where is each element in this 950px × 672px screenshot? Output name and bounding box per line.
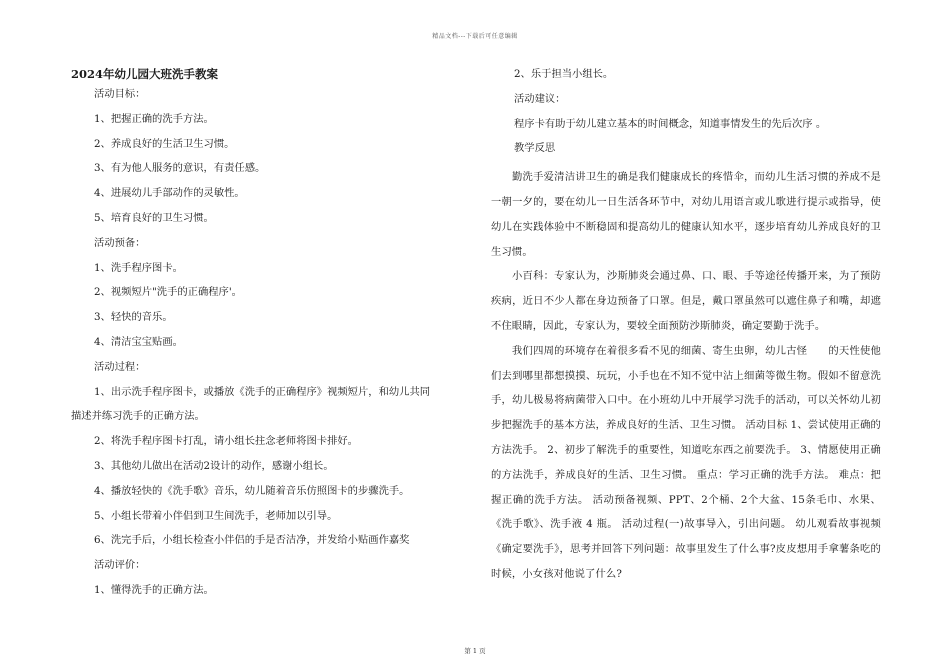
list-item: 2、乐于担当小组长。 [514, 68, 614, 80]
list-item: 4、播放轻快的《洗手歌》音乐，幼儿随着音乐仿照图卡的步骤洗手。 [94, 484, 410, 497]
list-item: 1、把握正确的洗手方法。 [94, 112, 214, 125]
list-item: 5、培育良好的卫生习惯。 [94, 211, 214, 224]
section-heading-reflection: 教学反思 [514, 142, 556, 155]
list-item: 3、有为他人服务的意识，有责任感。 [94, 162, 266, 175]
section-heading-suggestion: 活动建议： [514, 92, 566, 105]
list-item: 5、小组长带着小伴侣到卫生间洗手，老师加以引导。 [94, 509, 338, 522]
reflection-paragraph: 勤洗手爱清洁讲卫生的确是我们健康成长的疼惜伞，而幼儿生活习惯的养成不是一朝一夕的，要在幼儿一日生活各环节中，对幼儿用语言或儿歌进行提示或指导，使幼儿在实践体验中不断稳固和提高幼儿的健康认知水平，逐步培育幼儿养成良好的卫生习惯。 [491, 171, 881, 258]
list-item: 3、轻快的音乐。 [94, 311, 173, 324]
page-header: 精品文档---下载后可任意编辑 [432, 33, 518, 40]
list-item: 1、洗手程序图卡。 [94, 261, 183, 274]
list-item: 2、视频短片"洗手的正确程序'。 [94, 286, 242, 299]
list-item-continuation: 描述并练习洗手的正确方法。 [71, 410, 205, 423]
list-item: 2、养成良好的生活卫生习惯。 [94, 137, 235, 150]
section-heading-evaluation: 活动评价： [94, 559, 146, 572]
section-heading-goals: 活动目标： [94, 88, 146, 100]
suggestion-text: 程序卡有助于幼儿建立基本的时间概念，知道事情发生的先后次序 。 [514, 117, 827, 130]
section-heading-preparation: 活动预备： [94, 236, 146, 249]
list-item: 3、其他幼儿做出在活动2设计的动作，感谢小组长。 [94, 459, 334, 472]
list-item: 6、洗完手后，小组长检查小伴侣的手是否洁净，并发给小贴画作嘉奖 [94, 534, 410, 547]
right-column [491, 66, 881, 587]
lesson-plan-paragraph: 我们四周的环境存在着很多看不见的细菌、寄生虫卵，幼儿古怪 的天性使他们去到哪里都想摸摸、玩玩，小手也在不知不觉中沾上细菌等微生物。假如不留意洗手，幼儿极易将病菌带入口中。在小班幼儿中开展学习洗手的活动，可以关怀幼儿初步把握洗手的基本方法，养成良好的生活、卫生习惯。 活动目标 1、尝试使用正确的方法洗手。 2、初步了解洗手的重要性，知道吃东西之前要洗手。 3、情愿使用正确的方法洗手，养成良好的生活、卫生习惯。 重点：学习正确的洗手方法。 难点：把握正确的洗手方法。 活动预备视频、PPT、2个桶、2个大盆、15条毛巾、水果、《洗手歌》、洗手液 4 瓶。 活动过程(一)故事导入，引出问题。 幼儿观看故事视频《确定要洗手》，思考并回答下列问题：故事里发生了什么事?皮皮想用手拿薯条吃的时候，小女孩对他说了什么? [491, 344, 881, 580]
list-item: 4、清洁宝宝贴画。 [94, 335, 183, 348]
encyclopedia-paragraph: 小百科：专家认为，沙斯肺炎会通过鼻、口、眼、手等途径传播开来，为了预防疾病，近日不少人都在身边预备了口罩。但是，戴口罩虽然可以遮住鼻子和嘴，却遮不住眼睛，因此，专家认为，要较全面预防沙斯肺炎，确定要勤于洗手。 [491, 270, 881, 332]
list-item: 2、将洗手程序图卡打乱，请小组长拄念老师将图卡排好。 [94, 435, 358, 448]
section-heading-process: 活动过程： [94, 360, 146, 373]
page-footer: 第 1 页 [464, 647, 486, 655]
list-item: 1、懂得洗手的正确方法。 [94, 583, 214, 596]
list-item: 1、出示洗手程序图卡，或播放《洗手的正确程序》视频短片，和幼儿共同 [94, 385, 431, 398]
document-title: 2024年幼儿园大班洗手教案 [71, 67, 219, 81]
list-item: 4、进展幼儿手部动作的灵敏性。 [94, 187, 245, 200]
left-column [71, 66, 465, 607]
